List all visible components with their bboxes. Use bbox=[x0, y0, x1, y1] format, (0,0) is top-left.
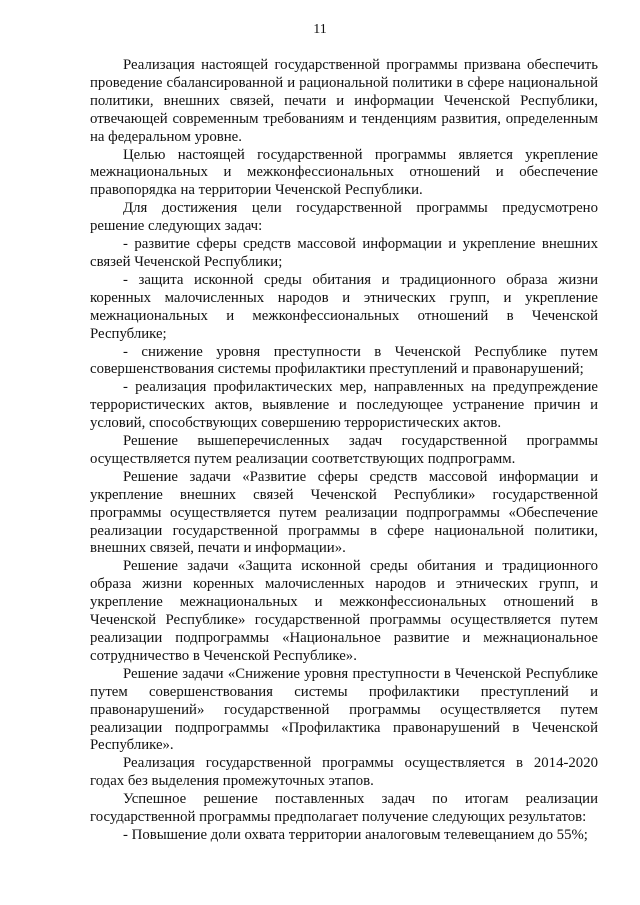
list-item-task-media: - развитие сферы средств массовой информации и укрепление внешних связей Чеченской Республики; bbox=[90, 236, 598, 270]
list-item-result-tv-coverage: - Повышение доли охвата территории аналоговым телевещанием до 55%; bbox=[123, 826, 588, 843]
paragraph-implementation-period: Реализация государственной программы осуществляется в 2014-2020 годах без выделения промежуточных этапов. bbox=[90, 755, 598, 790]
body-text bbox=[90, 57, 598, 845]
paragraph-program-purpose: Реализация настоящей государственной программы призвана обеспечить проведение сбалансированной и рациональной политики в сфере национальной политики, внешних связей, печати и информации Чеченской Республики, отвечающей современным требованиям и тенденциям развития, определенным на федеральном уровне. bbox=[90, 57, 598, 145]
paragraph-program-goal: Целью настоящей государственной программы является укрепление межнациональных и межконфессиональных отношений и обеспечение правопорядка на территории Чеченской Республики. bbox=[90, 146, 598, 199]
paragraph-results-intro: Успешное решение поставленных задач по итогам реализации государственной программы предполагает получение следующих результатов: bbox=[90, 791, 598, 826]
list-item-task-protection: - защита исконной среды обитания и традиционного образа жизни коренных малочисленных народов и этнических групп, и укрепление межнациональных и межконфессиональных отношений в Чеченской Республике; bbox=[90, 271, 598, 342]
paragraph-task-crime-solution: Решение задачи «Снижение уровня преступности в Чеченской Республике путем совершенствования системы профилактики преступлений и правонарушений» государственной программы осуществляется путем реализации подпрограммы «Профилактика правонарушений в Чеченской Республике». bbox=[90, 665, 598, 754]
list-item-task-terrorism: - реализация профилактических мер, направленных на предупреждение террористических актов, выявление и последующее устранение причин и условий, способствующих совершению террористических актов. bbox=[90, 379, 598, 432]
page-number: 11 bbox=[313, 22, 327, 37]
paragraph-subprograms: Решение вышеперечисленных задач государственной программы осуществляется путем реализации соответствующих подпрограмм. bbox=[90, 433, 598, 467]
paragraph-task-protection-solution: Решение задачи «Защита исконной среды обитания и традиционного образа жизни коренных малочисленных народов и этнических групп, и укрепление межнациональных и межконфессиональных отношений в Чеченской Республике» государственной программы осуществляется путем реализации подпрограммы «Национальное развитие и межнациональное сотрудничество в Чеченской Республике». bbox=[90, 558, 598, 664]
paragraph-tasks-intro: Для достижения цели государственной программы предусмотрено решение следующих задач: bbox=[90, 200, 598, 235]
list-item-task-crime: - снижение уровня преступности в Чеченской Республике путем совершенствования системы профилактики преступлений и правонарушений; bbox=[90, 343, 598, 378]
paragraph-task-media-solution: Решение задачи «Развитие сферы средств массовой информации и укрепление внешних связей Чеченской Республики» государственной программы осуществляется путем реализации подпрограммы «Обеспечение реализации государственной программы в сфере национальной политики, внешних связей, печати и информации». bbox=[90, 468, 598, 557]
